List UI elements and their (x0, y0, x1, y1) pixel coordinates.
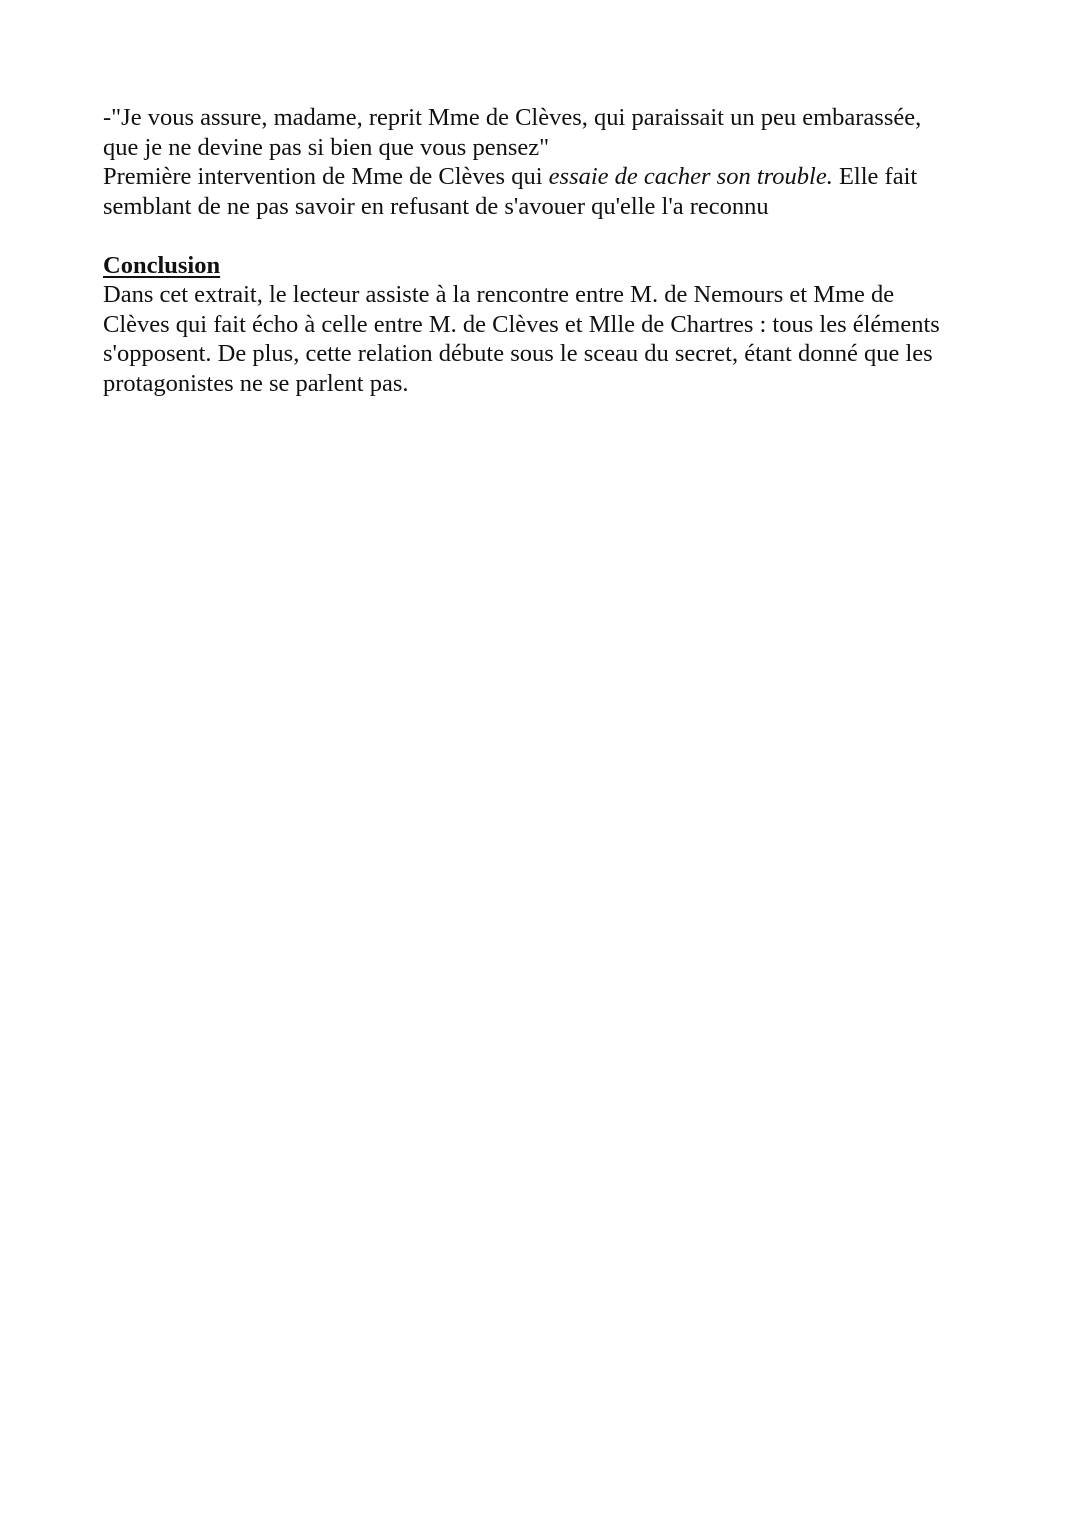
conclusion-line-3: s'opposent. De plus, cette relation débute sous le sceau du secret, étant donné que les (103, 340, 933, 367)
conclusion-line-4: protagonistes ne se parlent pas. (103, 369, 409, 397)
analysis-line-1-start: Première intervention de Mme de Clèves qui (103, 163, 549, 190)
paragraph-gap (103, 221, 983, 251)
conclusion-line-2: Clèves qui fait écho à celle entre M. de Clèves et Mlle de Chartres : tous les éléments (103, 310, 940, 338)
conclusion-line-1: Dans cet extrait, le lecteur assiste à la rencontre entre M. de Nemours et Mme de (103, 281, 895, 308)
quote-line-2: que je ne devine pas si bien que vous pensez" (103, 133, 550, 161)
analysis-line-1 (103, 162, 983, 192)
analysis-italic-phrase: essaie de cacher son trouble. (548, 163, 833, 190)
conclusion-heading: Conclusion (103, 251, 221, 279)
analysis-line-2: semblant de ne pas savoir en refusant de s'avouer qu'elle l'a reconnu (103, 192, 769, 220)
quote-line-1: -"Je vous assure, madame, reprit Mme de Clèves, qui paraissait un peu embarassée, (103, 104, 922, 131)
document-body (103, 103, 983, 398)
analysis-line-1-end: Elle fait (832, 163, 918, 190)
